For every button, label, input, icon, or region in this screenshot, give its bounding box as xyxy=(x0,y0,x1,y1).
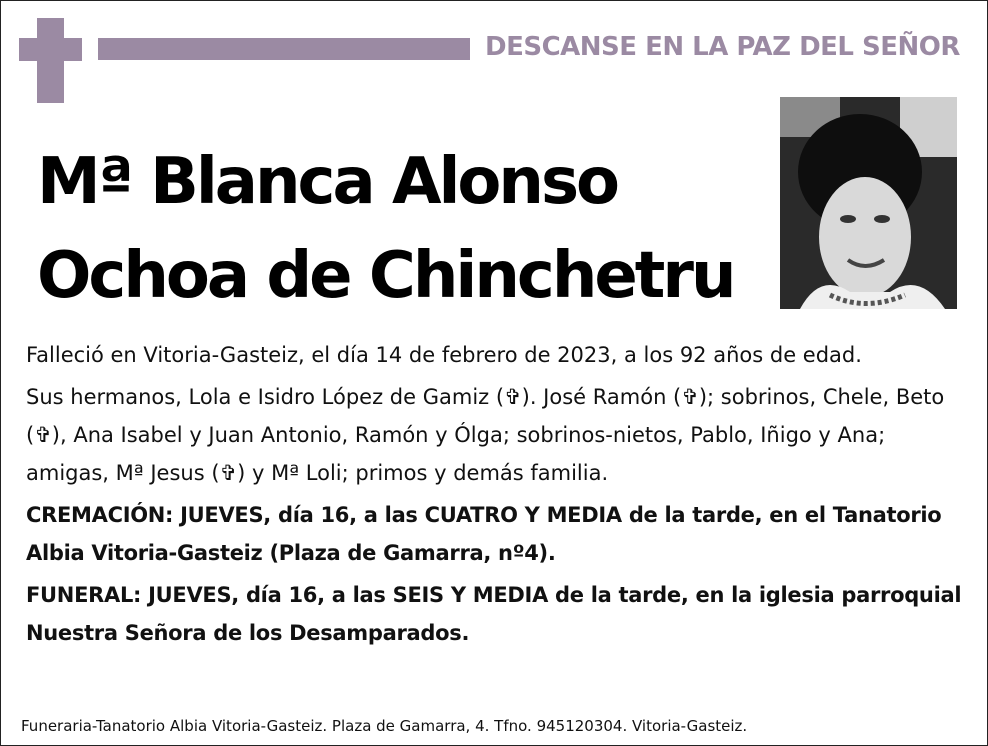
deceased-name-line1: Mª Blanca Alonso xyxy=(37,145,617,219)
notice-body xyxy=(26,336,971,656)
death-info: Falleció en Vitoria-Gasteiz, el día 14 de febrero de 2023, a los 92 años de edad. xyxy=(26,343,862,367)
deceased-name xyxy=(37,135,772,323)
deceased-name-line2: Ochoa de Chinchetru xyxy=(37,239,734,313)
portrait-photo xyxy=(780,97,957,309)
funeral-home-footer: Funeraria-Tanatorio Albia Vitoria-Gasteiz. Plaza de Gamarra, 4. Tfno. 945120304. Vitoria-Gasteiz. xyxy=(21,717,748,735)
cremation-info: CREMACIÓN: JUEVES, día 16, a las CUATRO Y MEDIA de la tarde, en el Tanatorio Albia Vitoria-Gasteiz (Plaza de Gamarra, nº4). xyxy=(26,503,942,565)
header-title: DESCANSE EN LA PAZ DEL SEÑOR xyxy=(485,32,960,62)
funeral-info: FUNERAL: JUEVES, día 16, a las SEIS Y MEDIA de la tarde, en la iglesia parroquial Nuestra Señora de los Desamparados. xyxy=(26,583,962,645)
family-list: Sus hermanos, Lola e Isidro López de Gamiz (✞). José Ramón (✞); sobrinos, Chele, Beto (✞), Ana Isabel y Juan Antonio, Ramón y Ólga; sobrinos-nietos, Pablo, Iñigo y Ana; amigas, Mª Jesus (✞) y Mª Loli; primos y demás familia. xyxy=(26,385,945,485)
header-bar xyxy=(98,38,470,60)
